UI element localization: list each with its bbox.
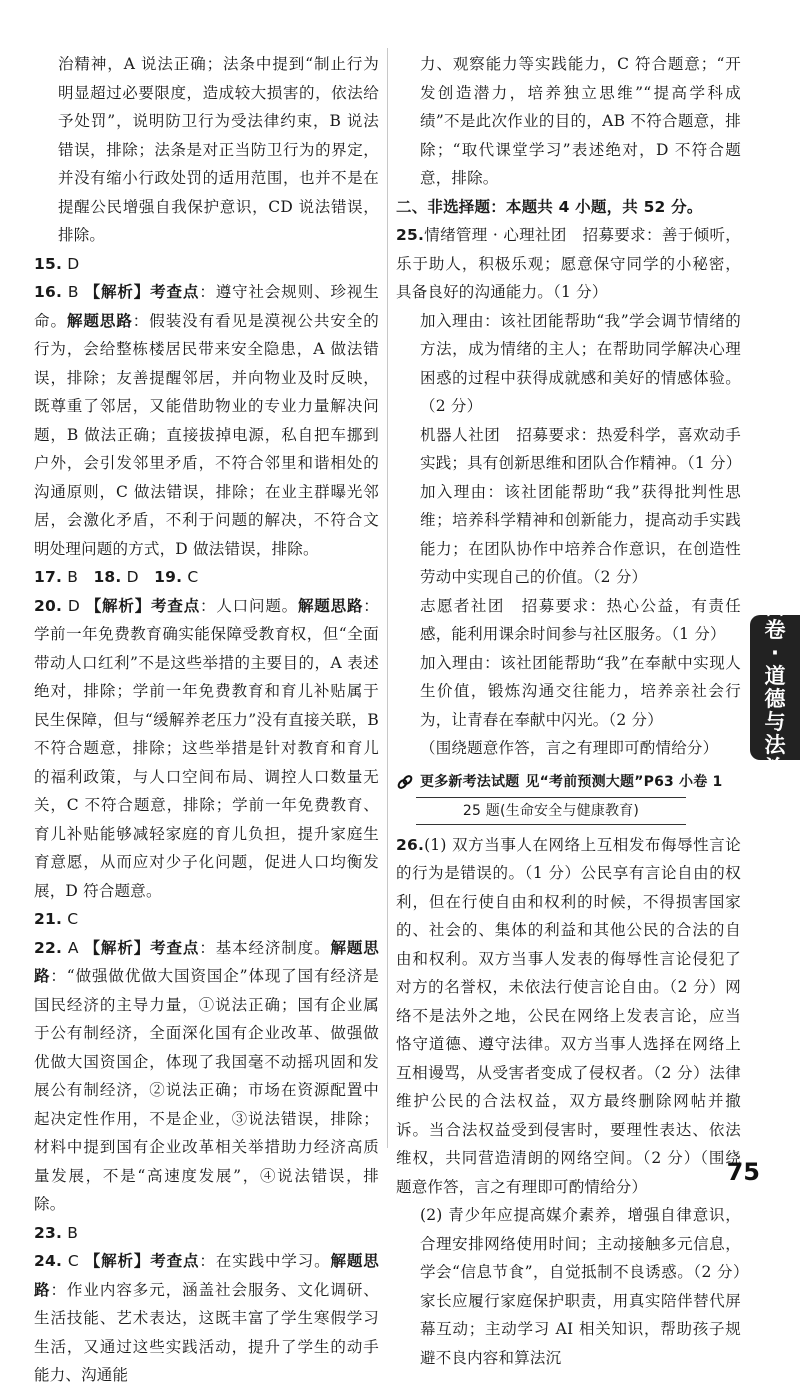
- answer-24: 24. C 【解析】考查点：在实践中学习。解题思路：作业内容多元，涵盖社会服务、文化调研、生活技能、艺术表达，这既丰富了学生寒假学习生活，又通过这些实践活动，提升了学生的动手能力、沟通能: [34, 1252, 379, 1384]
- answer-21: 21. C: [34, 910, 79, 928]
- answer-17-19: 17. B 18. D 19. C: [34, 568, 199, 586]
- answer-26: 26.(1) 双方当事人在网络上互相发布侮辱性言论的行为是错误的。（1 分）公民享有言论自由的权利，但在行使自由和权利的时候，不得损害国家的、社会的、集体的利益和其他公民的合法的自由和权利。双方当事人发表的侮辱性言论侵犯了对方的名誉权，未依法行使言论自由。（2 分）网络不是法外之地，公民在网络上发表言论，应当恪守道德、遵守法律。双方当事人选择在网络上互相谩骂，从受害者变成了侵权者。（2 分）法律维护公民的合法权益，双方最终删除网帖并撤诉。当合法权益受到侵害时，要理性表达、依法维权，共同营造清朗的网络空间。（2 分）（围绕题意作答，言之有理即可酌情给分） (2) 青少年应提高媒介素养，增强自律意识，合理安排网络使用时间；主动接触多元信息，学会“信息节食”，自觉抵制不良诱惑。（2 分）家长应履行家庭保护职责，用真实陪伴替代屏幕互动；主动学习 AI 相关知识，帮助孩子规避不良内容和算法沉: [396, 835, 741, 1367]
- q24-continued: 力、观察能力等实践能力，C 符合题意；“开发创造潜力，培养独立思维”“提高学科成绩”不是此次作业的目的，AB 不符合题意，排除；“取代课堂学习”表述绝对，D 不符合题意，排除。: [420, 55, 741, 187]
- link-icon: [396, 773, 414, 791]
- right-column: [396, 50, 741, 1372]
- answer-25: 25.情绪管理 · 心理社团 招募要求：善于倾听，乐于助人，积极乐观；愿意保守同学的小秘密，具备良好的沟通能力。（1 分） 加入理由：该社团能帮助“我”学会调节情绪的方法，成为情绪的主人；在帮助同学解决心理困惑的过程中获得成就感和美好的情感体验。（2 分） 机器人社团 招募要求：热爱科学，喜欢动手实践；具有创新思维和团队合作精神。（1 分） 加入理由：该社团能帮助“我”获得批判性思维；培养科学精神和创新能力，提高动手实践能力；在团队协作中培养合作意识，在创造性劳动中实现自己的价值。（2 分） 志愿者社团 招募要求：热心公益，有责任感，能利用课余时间参与社区服务。（1 分） 加入理由：该社团能帮助“我”在奉献中实现人生价值，锻炼沟通交往能力，培养亲社会行为，让青春在奉献中闪光。（2 分） （围绕题意作答，言之有理即可酌情给分）: [396, 226, 742, 757]
- answer-16: 16. B 【解析】考查点：遵守社会规则、珍视生命。解题思路：假装没有看见是漠视公共安全的行为，会给整栋楼居民带来安全隐患，A 做法错误，排除；友善提醒邻居，并向物业及时反映，既尊重了邻居，又能借助物业的专业力量解决问题，B 做法正确；直接拔掉电源，私自把车挪到户外，会引发邻里矛盾，不符合邻里和谐相处的沟通原则，C 做法错误，排除；在业主群曝光邻居，会激化矛盾，不利于问题的解决，不符合文明处理问题的方式，D 做法错误，排除。: [34, 283, 379, 558]
- page-number: 75: [726, 1158, 760, 1186]
- subject-side-tab: 白 卷 · 道 德 与 法 治: [750, 615, 800, 760]
- answer-15: 15. D: [34, 254, 80, 273]
- more-questions-ref: 见“考前预测大题”P63 小卷 1: [525, 773, 723, 790]
- column-divider: [387, 48, 388, 1148]
- more-questions-callout: [396, 771, 741, 825]
- answer-20: 20. D 【解析】考查点：人口问题。解题思路：学前一年免费教育确实能保障受教育权，但“全面带动人口红利”不是这些举措的主要目的，A 表述绝对，排除；学前一年免费教育和育儿补贴属于民生保障，但与“缓解养老压力”没有直接关联，B 不符合题意，排除；这些举措是针对教育和育儿的福利政策，与人口空间布局、调控人口数量无关，C 不符合题意，排除；学前一年免费教育、育儿补贴能够减轻家庭的育儿负担，提升家庭生育意愿，从而应对少子化问题，促进人口均衡发展，D 符合题意。: [34, 596, 379, 900]
- q14-continued: 治精神，A 说法正确；法条中提到“制止行为明显超过必要限度，造成较大损害的，依法给予处罚”，说明防卫行为受法律约束，B 说法错误，排除；法条是对正当防卫行为的界定，并没有缩小行政处罚的适用范围，也并不是在提醒公民增强自我保护意识，CD 说法错误，排除。: [58, 55, 379, 244]
- section-heading-nonchoice: 二、非选择题：本题共 4 小题，共 52 分。: [396, 197, 703, 216]
- more-questions-sub: 25 题(生命安全与健康教育): [416, 797, 686, 825]
- more-questions-title: 更多新考法试题: [420, 773, 520, 790]
- answer-23: 23. B: [34, 1223, 79, 1242]
- left-column: [34, 50, 379, 1390]
- answer-22: 22. A 【解析】考查点：基本经济制度。解题思路：“做强做优做大国资国企”体现了国有经济是国民经济的主导力量，①说法正确；国有企业属于公有制经济，全面深化国有企业改革、做强做优做大国资国企，体现了我国毫不动摇巩固和发展公有制经济，②说法正确；市场在资源配置中起决定性作用，不是企业，③说法错误，排除；材料中提到国有企业改革相关举措助力经济高质量发展，不是“高速度发展”，④说法错误，排除。: [34, 938, 379, 1213]
